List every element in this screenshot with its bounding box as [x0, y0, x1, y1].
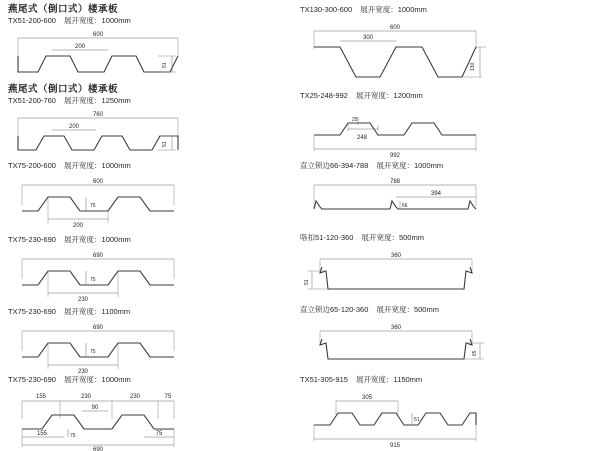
dim-height: 75 [90, 277, 96, 283]
profile-header [8, 234, 298, 245]
profile-spread: 展开宽度：1150mm [356, 375, 423, 384]
profile-header [300, 160, 590, 171]
profile-drawing [8, 385, 188, 451]
profile-block-zhili-66-394-788 [300, 160, 590, 231]
profile-spread: 展开宽度：1000mm [64, 16, 131, 25]
dim-bottom-left: 155 [36, 431, 48, 437]
profile-code-line [8, 234, 298, 245]
profile-spread: 展开宽度：1000mm [64, 161, 131, 170]
dim-bottom-right: 75 [155, 431, 163, 437]
dim-top: 760 [92, 112, 104, 118]
dim-seg2: 230 [80, 394, 92, 400]
dim-top: 788 [389, 179, 401, 185]
profile-drawing [300, 171, 490, 231]
profile-spread: 展开宽度：1200mm [356, 91, 423, 100]
profile-block-zhili-65-120-360 [300, 304, 590, 377]
profile-code-line [8, 160, 298, 171]
dim-seg1: 155 [35, 394, 47, 400]
profile-code-line [300, 374, 590, 385]
dim-height: 75 [90, 349, 96, 355]
profile-block-hakou-51-120-360 [300, 232, 590, 305]
profile-figure [8, 317, 298, 379]
profile-figure [8, 171, 298, 233]
dim-top: 305 [361, 395, 373, 401]
dim-top: 600 [92, 32, 104, 38]
profile-code: TX75-200-600 [8, 161, 56, 170]
profile-code-line [300, 232, 590, 243]
profile-drawing [8, 317, 188, 379]
profile-header [300, 304, 590, 315]
profile-code-line [8, 95, 298, 106]
dim-top: 690 [92, 325, 104, 331]
profile-spread: 展开宽度：1000mm [376, 161, 444, 170]
profile-spread: 展开宽度：1000mm [64, 375, 131, 384]
dim-height: 51 [414, 417, 420, 423]
dim-height: 130 [470, 62, 476, 71]
profile-figure [8, 26, 298, 86]
profile-figure [8, 106, 298, 164]
profile-drawing [300, 385, 490, 451]
profile-code: TX75-230-690 [8, 235, 56, 244]
profile-drawing [300, 243, 490, 305]
dim-inner: 200 [74, 44, 86, 50]
profile-drawing [300, 15, 490, 93]
profile-code: 直立锁边66-394-788 [300, 161, 369, 170]
profile-figure [300, 101, 590, 159]
profile-figure [8, 245, 298, 307]
dim-bottom: 915 [389, 443, 401, 449]
profile-header [300, 4, 590, 15]
profile-code-line [300, 160, 590, 171]
dim-bottom: 992 [389, 153, 401, 159]
profile-spread: 展开宽度：1000mm [360, 5, 427, 14]
profile-drawing [8, 26, 188, 86]
profile-drawing [300, 101, 490, 159]
dim-height: 66 [402, 203, 408, 209]
dim-seg4: 75 [164, 394, 172, 400]
profile-spread: 展开宽度：500mm [376, 305, 439, 314]
profile-block-tx25-248-992 [300, 90, 590, 159]
dim-inner: 248 [356, 135, 368, 141]
dim-height: 75 [90, 203, 96, 209]
dim-mid: 90 [91, 405, 99, 411]
profile-spread: 展开宽度：1250mm [64, 96, 131, 105]
profile-block-tx75-230-690-1100 [8, 306, 298, 379]
dim-height: 51 [162, 141, 168, 147]
profile-drawing [8, 106, 188, 164]
dim-height: 65 [472, 350, 478, 356]
profile-block-tx130-300-600 [300, 4, 590, 93]
profile-code: 直立锁边65-120-360 [300, 305, 369, 314]
dim-top: 360 [390, 325, 402, 331]
dim-inner: 300 [362, 35, 374, 41]
profile-figure [300, 385, 590, 451]
profile-figure [300, 15, 590, 93]
dim-top: 690 [92, 253, 104, 259]
profile-header [8, 160, 298, 171]
profile-spread: 展开宽度：1100mm [64, 307, 131, 316]
profile-header [300, 90, 590, 101]
dim-inner: 230 [77, 369, 89, 375]
profile-code: TX75-230-690 [8, 307, 56, 316]
profile-spread: 展开宽度：1000mm [64, 235, 131, 244]
profile-title: 燕尾式（倒口式）楼承板 [8, 84, 119, 95]
dim-height: 25 [352, 117, 358, 123]
profile-code-line [8, 15, 298, 26]
profile-code: TX75-230-690 [8, 375, 56, 384]
profile-header [300, 232, 590, 243]
profile-figure [8, 385, 298, 451]
profile-header [8, 306, 298, 317]
profile-block-tx75-200-600 [8, 160, 298, 233]
profile-block-tx51-200-600 [8, 4, 298, 86]
dim-height: 51 [304, 279, 310, 285]
profile-code-line [300, 304, 590, 315]
dim-height: 75 [70, 433, 76, 439]
dim-seg3: 230 [129, 394, 141, 400]
dim-top: 600 [389, 25, 401, 31]
profile-header [8, 84, 298, 106]
profile-block-tx51-305-915 [300, 374, 590, 451]
profile-spread: 展开宽度：500mm [361, 233, 424, 242]
profile-block-tx75-230-690-bottom [8, 374, 298, 451]
dim-inner: 200 [72, 223, 84, 229]
right-column [300, 0, 590, 450]
profile-code-line [300, 90, 590, 101]
profile-figure [300, 171, 590, 231]
profile-code-line [8, 374, 298, 385]
dim-overall: 690 [92, 447, 104, 451]
profile-header [8, 374, 298, 385]
profile-code: TX25-248-992 [300, 91, 348, 100]
dim-height: 51 [162, 62, 168, 68]
profile-drawing [8, 245, 188, 307]
profile-figure [300, 243, 590, 305]
dim-inner: 230 [77, 297, 89, 303]
profile-code: TX130-300-600 [300, 5, 353, 14]
profile-code: TX51-200-600 [8, 16, 56, 25]
profile-code-line [8, 306, 298, 317]
left-column [8, 0, 298, 450]
profile-drawing [300, 315, 490, 377]
dim-top: 360 [390, 253, 402, 259]
profile-code: TX51-305-915 [300, 375, 348, 384]
profile-code: 咯扣51-120-360 [300, 233, 354, 242]
profile-code-line [300, 4, 590, 15]
dim-top: 600 [92, 179, 104, 185]
profile-code: TX51-200-760 [8, 96, 56, 105]
profile-drawing [8, 171, 188, 233]
dim-inner: 200 [68, 124, 80, 130]
profile-figure [300, 315, 590, 377]
dim-inner: 394 [430, 191, 442, 197]
profile-title: 燕尾式（倒口式）楼承板 [8, 4, 119, 15]
profile-block-tx75-230-690-1000 [8, 234, 298, 307]
profile-header [8, 4, 298, 26]
profile-header [300, 374, 590, 385]
profile-block-tx51-200-760 [8, 84, 298, 164]
